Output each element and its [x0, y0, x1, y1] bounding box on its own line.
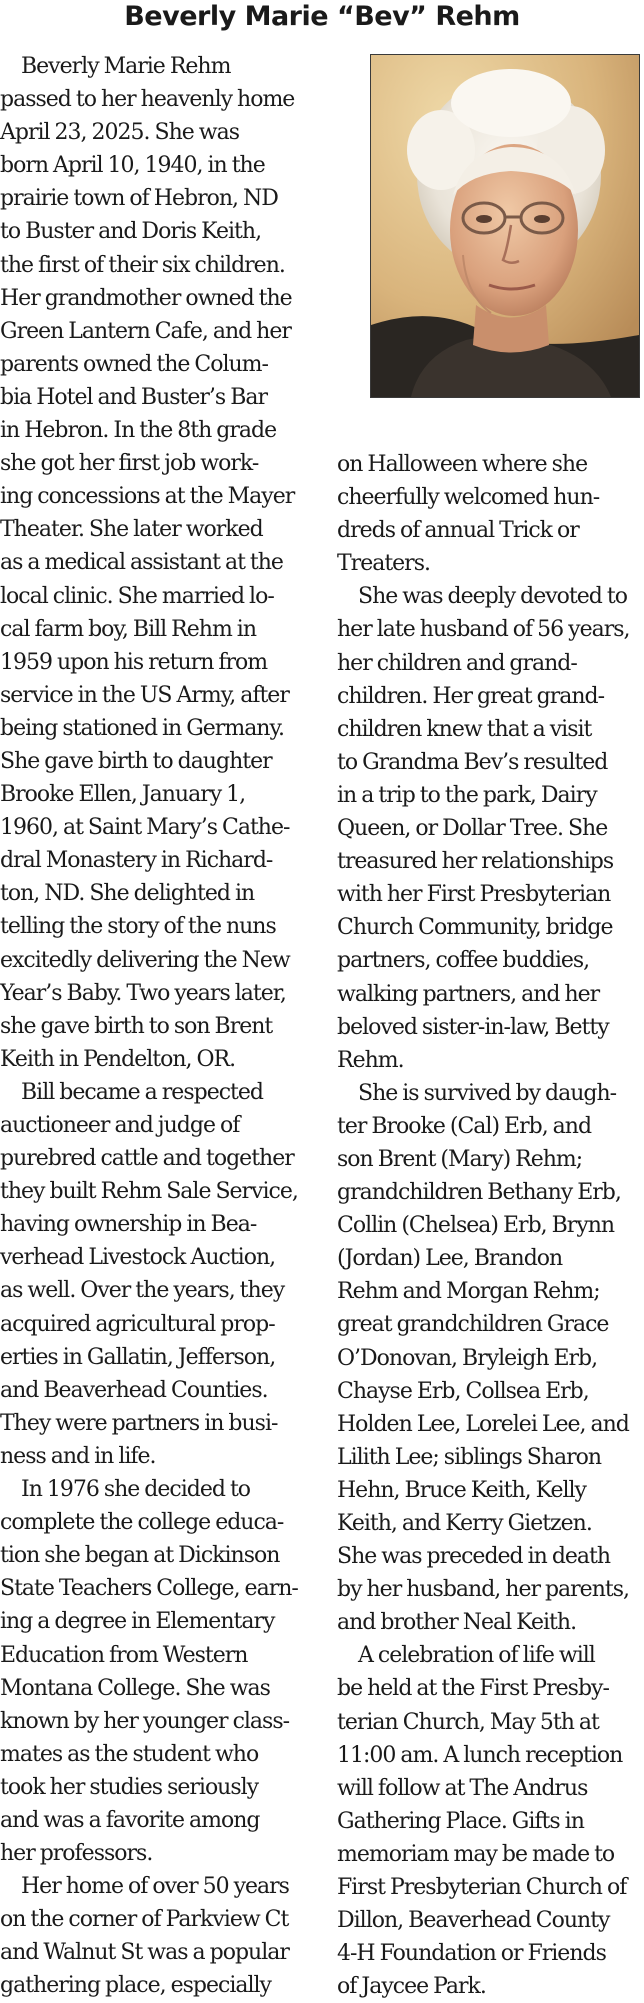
text-line: Church Community, bridge — [337, 915, 613, 941]
right-column — [337, 448, 644, 2003]
text-line: Collin (Chelsea) Erb, Brynn — [337, 1213, 615, 1239]
text-line: She was preceded in death — [337, 1544, 611, 1570]
text-line: children. Her great grand- — [337, 683, 605, 709]
text-line: took her studies seriously — [0, 1774, 259, 1800]
text-line: cheerfully welcomed hun- — [337, 485, 600, 511]
text-line: Gathering Place. Gifts in — [337, 1808, 584, 1834]
text-line: dreds of annual Trick or — [337, 518, 579, 544]
text-line: on Halloween where she — [337, 452, 588, 477]
text-line: She is survived by daugh- — [337, 1080, 617, 1106]
text-line: prairie town of Hebron, ND — [0, 186, 278, 212]
text-line: local clinic. She married lo- — [0, 583, 274, 609]
text-line: of Jaycee Park. — [337, 1974, 486, 2000]
text-line: cal farm boy, Bill Rehm in — [0, 616, 256, 642]
text-line: on the corner of Parkview Ct — [0, 1907, 289, 1933]
text-line: being stationed in Germany. — [0, 715, 284, 741]
text-line: purebred cattle and together — [0, 1146, 294, 1172]
text-line: Lilith Lee; siblings Sharon — [337, 1444, 602, 1470]
text-line: Queen, or Dollar Tree. She — [337, 816, 608, 842]
text-line: and Walnut St was a popular — [0, 1940, 289, 1966]
text-line: her professors. — [0, 1841, 153, 1867]
text-line: her late husband of 56 years, — [337, 617, 630, 643]
text-line: 4-H Foundation or Friends — [337, 1941, 606, 1967]
text-line: as a medical assistant at the — [0, 550, 283, 576]
text-line: to Buster and Doris Keith, — [0, 219, 262, 245]
text-line: Education from Western — [0, 1642, 248, 1668]
text-line: Year’s Baby. Two years later, — [0, 980, 286, 1006]
text-line: grandchildren Bethany Erb, — [337, 1180, 621, 1206]
text-line: born April 10, 1940, in the — [0, 153, 265, 179]
text-line: passed to her heavenly home — [0, 87, 295, 113]
text-line: Beverly Marie Rehm — [0, 54, 231, 79]
text-line: treasured her relationships — [337, 849, 614, 875]
text-line: her children and grand- — [337, 650, 577, 676]
text-line: she got her first job work- — [0, 451, 259, 477]
text-line: they built Rehm Sale Service, — [0, 1179, 298, 1205]
text-line: ton, ND. She delighted in — [0, 881, 255, 907]
text-line: Brooke Ellen, January 1, — [0, 782, 246, 808]
text-line: First Presbyterian Church of — [337, 1875, 627, 1901]
text-line: by her husband, her parents, — [337, 1577, 629, 1603]
text-line: terian Church, May 5th at — [337, 1709, 599, 1735]
text-line: acquired agricultural prop- — [0, 1311, 275, 1337]
text-line: children knew that a visit — [337, 716, 592, 742]
left-column — [0, 50, 328, 2003]
text-line: gathering place, especially — [0, 1973, 271, 1999]
text-line: tion she began at Dickinson — [0, 1543, 280, 1569]
text-line: Rehm and Morgan Rehm; — [337, 1279, 600, 1305]
text-line: In 1976 she decided to — [0, 1477, 251, 1503]
text-line: ing a degree in Elementary — [0, 1609, 275, 1635]
text-line: Hehn, Bruce Keith, Kelly — [337, 1477, 586, 1503]
text-line: and was a favorite among — [0, 1807, 260, 1833]
text-line: O’Donovan, Bryleigh Erb, — [337, 1345, 598, 1371]
text-line: Bill became a respected — [0, 1079, 263, 1105]
text-line: telling the story of the nuns — [0, 914, 276, 940]
text-line: Rehm. — [337, 1047, 404, 1073]
text-line: she gave birth to son Brent — [0, 1013, 273, 1039]
text-line: Montana College. She was — [0, 1675, 270, 1701]
text-line: walking partners, and her — [337, 981, 600, 1007]
text-line: Theater. She later worked — [0, 517, 263, 543]
text-line: complete the college educa- — [0, 1510, 284, 1536]
text-line: She gave birth to daughter — [0, 748, 272, 774]
text-line: She was deeply devoted to — [337, 584, 627, 610]
text-line: ness and in life. — [0, 1443, 156, 1469]
text-line: bia Hotel and Buster’s Bar — [0, 384, 267, 410]
text-line: State Teachers College, earn- — [0, 1576, 298, 1602]
text-line: son Brent (Mary) Rehm; — [337, 1146, 583, 1172]
text-line: They were partners in busi- — [0, 1410, 278, 1436]
text-line: ter Brooke (Cal) Erb, and — [337, 1113, 592, 1139]
text-line: great grandchildren Grace — [337, 1312, 609, 1338]
text-line: Chayse Erb, Collsea Erb, — [337, 1378, 589, 1404]
text-line: having ownership in Bea- — [0, 1212, 257, 1238]
text-line: in a trip to the park, Dairy — [337, 782, 597, 808]
text-line: parents owned the Colum- — [0, 351, 268, 377]
text-line: 1959 upon his return from — [0, 649, 268, 675]
text-line: service in the US Army, after — [0, 682, 289, 708]
text-line: Holden Lee, Lorelei Lee, and — [337, 1411, 629, 1437]
text-line: Her home of over 50 years — [0, 1874, 289, 1900]
text-line: known by her younger class- — [0, 1708, 290, 1734]
text-line: memoriam may be made to — [337, 1841, 615, 1867]
text-line: to Grandma Bev’s resulted — [337, 749, 608, 775]
text-line: partners, coffee buddies, — [337, 948, 590, 974]
text-line: Keith, and Kerry Gietzen. — [337, 1511, 592, 1536]
text-line: excitedly delivering the New — [0, 947, 290, 973]
text-line: beloved sister-in-law, Betty — [337, 1014, 609, 1040]
text-line: and Beaverhead Counties. — [0, 1377, 268, 1403]
text-line: Treaters. — [337, 551, 430, 577]
text-line: the first of their six children. — [0, 252, 285, 278]
obituary-title: Beverly Marie “Bev” Rehm — [124, 1, 520, 32]
text-line: erties in Gallatin, Jefferson, — [0, 1344, 276, 1370]
text-line: Dillon, Beaverhead County — [337, 1908, 610, 1934]
text-line: (Jordan) Lee, Brandon — [337, 1246, 563, 1272]
text-line: in Hebron. In the 8th grade — [0, 418, 277, 444]
text-line: Keith in Pendelton, OR. — [0, 1046, 236, 1072]
text-line: ing concessions at the Mayer — [0, 484, 295, 510]
text-line: mates as the student who — [0, 1741, 259, 1767]
text-line: auctioneer and judge of — [0, 1113, 240, 1138]
text-line: Green Lantern Cafe, and her — [0, 318, 291, 344]
text-line: and brother Neal Keith. — [337, 1610, 577, 1636]
portrait-photo — [370, 54, 640, 398]
text-line: Her grandmother owned the — [0, 285, 292, 311]
text-line: as well. Over the years, they — [0, 1278, 285, 1304]
text-line: with her First Presbyterian — [337, 882, 611, 908]
text-line: 11:00 am. A lunch reception — [337, 1742, 623, 1768]
text-line: be held at the First Presby- — [337, 1676, 609, 1702]
text-line: verhead Livestock Auction, — [0, 1245, 276, 1271]
text-line: will follow at The Andrus — [337, 1775, 588, 1801]
text-line: 1960, at Saint Mary’s Cathe- — [0, 815, 290, 841]
text-line: dral Monastery in Richard- — [0, 848, 273, 874]
text-line: A celebration of life will — [337, 1643, 595, 1669]
text-line: April 23, 2025. She was — [0, 120, 239, 146]
